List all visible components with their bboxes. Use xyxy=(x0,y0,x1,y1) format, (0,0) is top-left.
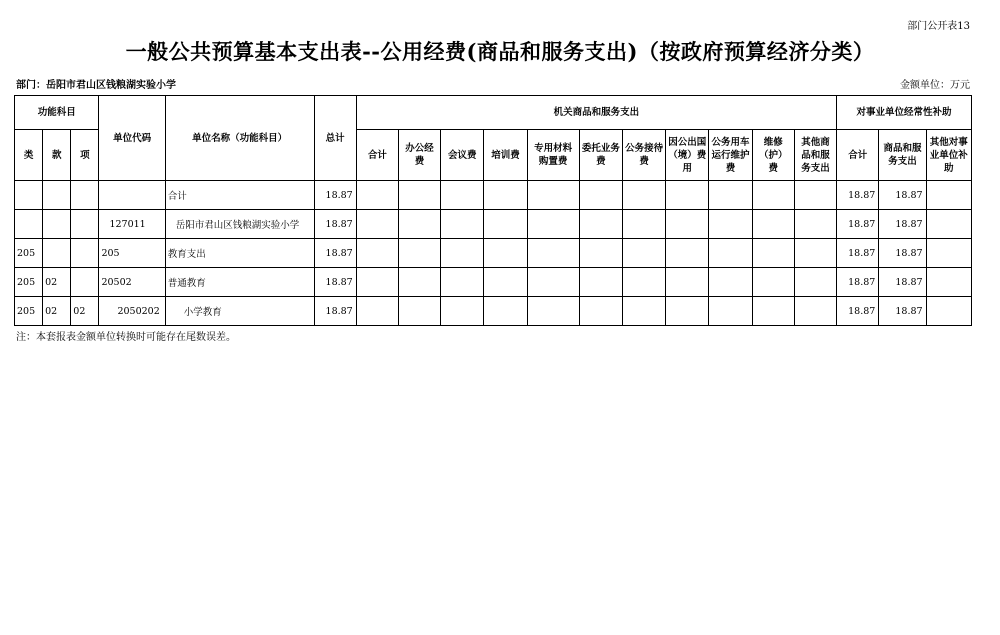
cell-empty xyxy=(356,239,398,268)
cell-empty xyxy=(623,181,666,210)
cell-total: 18.87 xyxy=(314,181,356,210)
cell-empty xyxy=(666,297,709,326)
cell-empty xyxy=(794,268,836,297)
table-row xyxy=(15,210,972,239)
unit-code-header: 单位代码 xyxy=(99,96,165,181)
cell-empty xyxy=(356,268,398,297)
cell-lei: 205 xyxy=(15,239,43,268)
cell-inst-goods: 18.87 xyxy=(879,297,926,326)
cell-empty xyxy=(709,181,752,210)
table-row xyxy=(15,268,972,297)
cell-name: 合计 xyxy=(165,181,314,210)
cell-empty xyxy=(484,239,527,268)
cell-empty xyxy=(666,268,709,297)
cell-code xyxy=(99,181,165,210)
cell-empty xyxy=(579,268,622,297)
inst-subsidy-header: 对事业单位经常性补助 xyxy=(837,96,972,130)
cell-xiang xyxy=(71,181,99,210)
cell-kuan xyxy=(43,181,71,210)
cell-empty xyxy=(709,239,752,268)
kuan-header: 款 xyxy=(43,130,71,181)
cell-empty xyxy=(356,210,398,239)
table-row xyxy=(15,239,972,268)
cell-empty xyxy=(441,181,484,210)
cell-empty xyxy=(441,239,484,268)
cell-empty xyxy=(926,268,971,297)
cell-name: 教育支出 xyxy=(165,239,314,268)
cell-empty xyxy=(527,268,579,297)
cell-empty xyxy=(579,239,622,268)
cell-xiang xyxy=(71,239,99,268)
cell-empty xyxy=(623,239,666,268)
cell-xiang xyxy=(71,210,99,239)
cell-name: 普通教育 xyxy=(165,268,314,297)
cell-inst-total: 18.87 xyxy=(837,239,879,268)
cell-empty xyxy=(752,181,794,210)
inst-col-header: 其他对事业单位补助 xyxy=(926,130,971,181)
cell-code: 20502 xyxy=(99,268,165,297)
cell-empty xyxy=(356,297,398,326)
cell-empty xyxy=(794,210,836,239)
cell-empty xyxy=(527,297,579,326)
cell-lei: 205 xyxy=(15,297,43,326)
org-goods-header: 机关商品和服务支出 xyxy=(356,96,836,130)
org-col-header: 培训费 xyxy=(484,130,527,181)
org-col-header: 公务用车运行维护费 xyxy=(709,130,752,181)
cell-empty xyxy=(752,239,794,268)
unit-name-header: 单位名称（功能科目） xyxy=(165,96,314,181)
cell-empty xyxy=(527,239,579,268)
cell-empty xyxy=(666,181,709,210)
cell-kuan xyxy=(43,239,71,268)
inst-col-header: 合计 xyxy=(837,130,879,181)
cell-inst-goods: 18.87 xyxy=(879,239,926,268)
cell-inst-goods: 18.87 xyxy=(879,181,926,210)
cell-empty xyxy=(398,239,440,268)
department-label: 部门：岳阳市君山区钱粮湖实验小学 xyxy=(16,80,176,91)
cell-empty xyxy=(752,210,794,239)
cell-empty xyxy=(623,268,666,297)
cell-empty xyxy=(484,210,527,239)
cell-empty xyxy=(441,268,484,297)
cell-empty xyxy=(579,297,622,326)
cell-empty xyxy=(484,297,527,326)
cell-empty xyxy=(527,210,579,239)
cell-inst-total: 18.87 xyxy=(837,297,879,326)
cell-empty xyxy=(709,297,752,326)
org-col-header: 合计 xyxy=(356,130,398,181)
cell-inst-total: 18.87 xyxy=(837,210,879,239)
cell-empty xyxy=(356,181,398,210)
lei-header: 类 xyxy=(15,130,43,181)
cell-total: 18.87 xyxy=(314,297,356,326)
cell-empty xyxy=(752,297,794,326)
cell-empty xyxy=(398,181,440,210)
total-header: 总计 xyxy=(314,96,356,181)
inst-col-header: 商品和服务支出 xyxy=(879,130,926,181)
cell-empty xyxy=(623,210,666,239)
cell-inst-goods: 18.87 xyxy=(879,210,926,239)
cell-empty xyxy=(926,297,971,326)
cell-name: 岳阳市君山区钱粮湖实验小学 xyxy=(165,210,314,239)
cell-empty xyxy=(794,181,836,210)
org-col-header: 办公经费 xyxy=(398,130,440,181)
cell-inst-total: 18.87 xyxy=(837,268,879,297)
org-col-header: 委托业务费 xyxy=(579,130,622,181)
cell-empty xyxy=(579,181,622,210)
cell-empty xyxy=(484,268,527,297)
cell-lei xyxy=(15,181,43,210)
org-col-header: 会议费 xyxy=(441,130,484,181)
cell-empty xyxy=(398,268,440,297)
cell-empty xyxy=(441,297,484,326)
footnote: 注：本套报表金额单位转换时可能存在尾数误差。 xyxy=(16,332,236,343)
cell-code: 127011 xyxy=(99,210,165,239)
cell-xiang: 02 xyxy=(71,297,99,326)
org-col-header: 维修（护）费 xyxy=(752,130,794,181)
table-row xyxy=(15,181,972,210)
org-col-header: 公务接待费 xyxy=(623,130,666,181)
xiang-header: 项 xyxy=(71,130,99,181)
cell-code: 2050202 xyxy=(99,297,165,326)
cell-xiang xyxy=(71,268,99,297)
org-col-header: 其他商品和服务支出 xyxy=(794,130,836,181)
cell-empty xyxy=(752,268,794,297)
cell-empty xyxy=(926,181,971,210)
cell-inst-total: 18.87 xyxy=(837,181,879,210)
org-col-header: 因公出国（境）费用 xyxy=(666,130,709,181)
cell-name: 小学教育 xyxy=(165,297,314,326)
org-col-header: 专用材料购置费 xyxy=(527,130,579,181)
cell-empty xyxy=(666,210,709,239)
table-row xyxy=(15,297,972,326)
budget-table xyxy=(14,95,972,326)
cell-kuan xyxy=(43,210,71,239)
cell-empty xyxy=(709,268,752,297)
page-title: 一般公共预算基本支出表--公用经费(商品和服务支出)（按政府预算经济分类） xyxy=(125,39,875,64)
cell-kuan: 02 xyxy=(43,268,71,297)
cell-kuan: 02 xyxy=(43,297,71,326)
cell-total: 18.87 xyxy=(314,210,356,239)
func-subject-header: 功能科目 xyxy=(15,96,99,130)
cell-empty xyxy=(579,210,622,239)
cell-empty xyxy=(484,181,527,210)
cell-inst-goods: 18.87 xyxy=(879,268,926,297)
amount-unit-label: 金额单位：万元 xyxy=(900,80,970,91)
cell-empty xyxy=(926,210,971,239)
cell-empty xyxy=(441,210,484,239)
cell-lei: 205 xyxy=(15,268,43,297)
cell-code: 205 xyxy=(99,239,165,268)
cell-empty xyxy=(623,297,666,326)
cell-empty xyxy=(794,239,836,268)
report-number: 部门公开表13 xyxy=(907,21,970,32)
cell-empty xyxy=(794,297,836,326)
cell-empty xyxy=(527,181,579,210)
cell-total: 18.87 xyxy=(314,239,356,268)
cell-empty xyxy=(926,239,971,268)
cell-empty xyxy=(709,210,752,239)
cell-lei xyxy=(15,210,43,239)
cell-empty xyxy=(666,239,709,268)
cell-empty xyxy=(398,297,440,326)
cell-total: 18.87 xyxy=(314,268,356,297)
cell-empty xyxy=(398,210,440,239)
